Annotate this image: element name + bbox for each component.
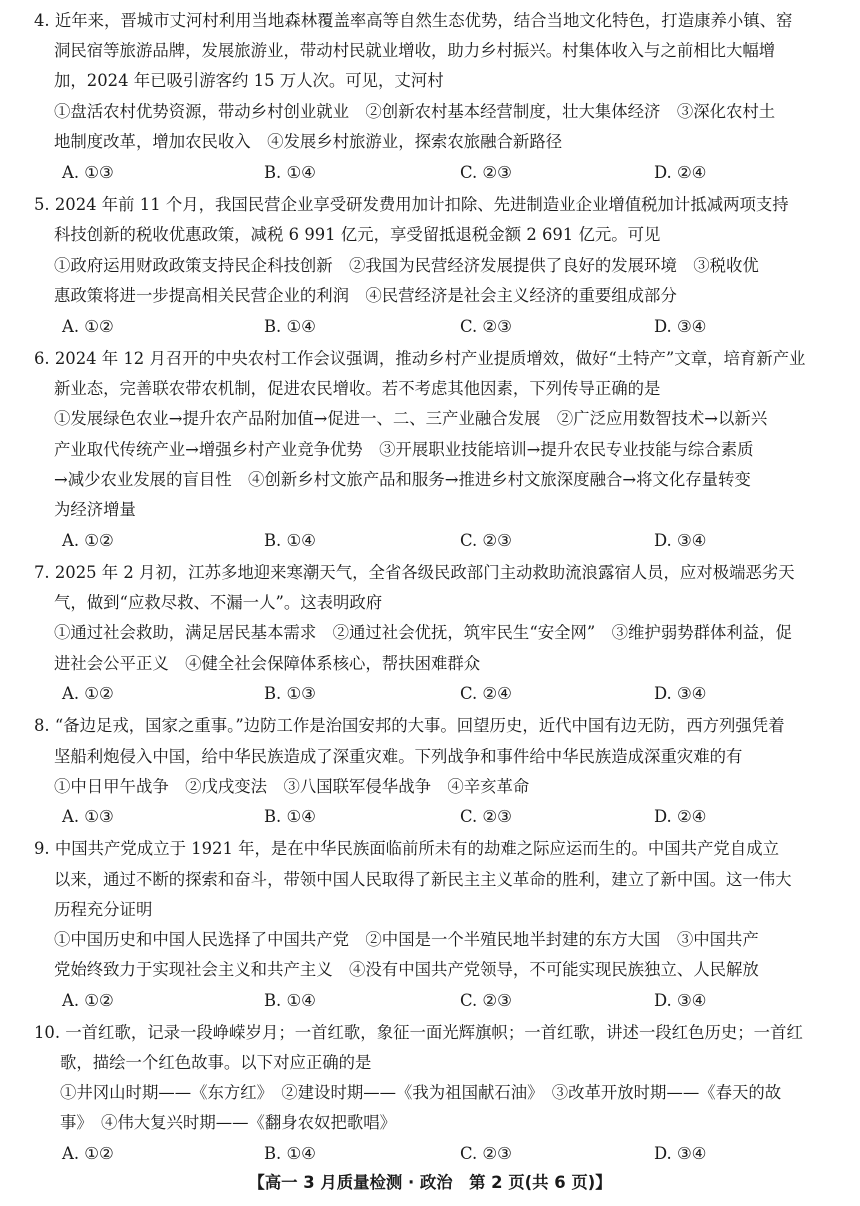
answer-option: A. ①③ <box>62 163 114 182</box>
answer-option: A. ①② <box>62 317 114 336</box>
answer-option: B. ①④ <box>264 531 316 550</box>
question-text-line: 以来，通过不断的探索和奋斗，带领中国人民取得了新民主主义革命的胜利，建立了新中国。这一伟大 <box>54 870 792 889</box>
question-text-line: 科技创新的税收优惠政策，减税 6 991 亿元，享受留抵退税金额 2 691 亿元。可见 <box>54 225 661 244</box>
question-text-line: ①井冈山时期——《东方红》 ②建设时期——《我为祖国献石油》 ③改革开放时期——《春天的故 <box>60 1083 782 1102</box>
question-text-line: ①发展绿色农业→提升农产品附加值→促进一、二、三产业融合发展 ②广泛应用数智技术→以新兴 <box>54 409 768 428</box>
question-text-line: ①政府运用财政政策支持民企科技创新 ②我国为民营经济发展提供了良好的发展环境 ③税收优 <box>54 256 759 275</box>
answer-option: C. ②③ <box>460 807 512 826</box>
answer-option: B. ①④ <box>264 991 316 1010</box>
question-text-line: 地制度改革，增加农民收入 ④发展乡村旅游业，探索农旅融合新路径 <box>54 132 563 151</box>
question-text-line: ①中日甲午战争 ②戊戌变法 ③八国联军侵华战争 ④辛亥革命 <box>54 777 530 796</box>
question-text-line: 洞民宿等旅游品牌，发展旅游业，带动村民就业增收，助力乡村振兴。村集体收入与之前相比大幅增 <box>54 41 776 60</box>
answer-option: C. ②③ <box>460 531 512 550</box>
question-text-line: 惠政策将进一步提高相关民营企业的利润 ④民营经济是社会主义经济的重要组成部分 <box>54 286 677 305</box>
question-text-line: 气，做到“应救尽救、不漏一人”。这表明政府 <box>54 593 383 612</box>
question-stem: 4. 近年来，晋城市丈河村利用当地森林覆盖率高等自然生态优势，结合当地文化特色，打造康养小镇、窑 <box>34 11 793 30</box>
answer-option: A. ①② <box>62 1144 114 1163</box>
answer-option: C. ②③ <box>460 317 512 336</box>
question-text-line: 加，2024 年已吸引游客约 15 万人次。可见，丈河村 <box>54 71 444 90</box>
page-footer: 【高一 3 月质量检测 · 政治 第 2 页(共 6 页)】 <box>248 1173 612 1192</box>
question-text-line: 坚船利炮侵入中国，给中华民族造成了深重灾难。下列战争和事件给中华民族造成深重灾难的有 <box>54 747 743 766</box>
answer-option: D. ③④ <box>654 684 707 703</box>
answer-option: A. ①② <box>62 991 114 1010</box>
answer-option: A. ①② <box>62 684 114 703</box>
question-text-line: 为经济增量 <box>54 500 136 519</box>
answer-option: D. ③④ <box>654 1144 707 1163</box>
question-stem: 10. 一首红歌，记录一段峥嵘岁月；一首红歌，象征一面光辉旗帜；一首红歌，讲述一段红色历史；一首红 <box>34 1023 803 1042</box>
question-text-line: 新业态，完善联农带农机制，促进农民增收。若不考虑其他因素，下列传导正确的是 <box>54 379 661 398</box>
question-text-line: 事》 ④伟大复兴时期——《翻身农奴把歌唱》 <box>60 1113 397 1132</box>
question-text-line: 历程充分证明 <box>54 900 153 919</box>
question-text-line: 进社会公平正义 ④健全社会保障体系核心，帮扶困难群众 <box>54 654 481 673</box>
answer-option: C. ②③ <box>460 991 512 1010</box>
answer-option: D. ③④ <box>654 317 707 336</box>
question-text-line: 党始终致力于实现社会主义和共产主义 ④没有中国共产党领导，不可能实现民族独立、人民解放 <box>54 960 759 979</box>
answer-option: C. ②④ <box>460 684 512 703</box>
answer-option: B. ①④ <box>264 1144 316 1163</box>
answer-option: C. ②③ <box>460 163 512 182</box>
answer-option: D. ②④ <box>654 807 707 826</box>
question-stem: 5. 2024 年前 11 个月，我国民营企业享受研发费用加计扣除、先进制造业企业增值税加计抵减两项支持 <box>34 195 789 214</box>
answer-option: B. ①④ <box>264 163 316 182</box>
answer-option: C. ②③ <box>460 1144 512 1163</box>
answer-option: A. ①② <box>62 531 114 550</box>
question-text-line: 歌，描绘一个红色故事。以下对应正确的是 <box>60 1053 372 1072</box>
question-text-line: ①盘活农村优势资源，带动乡村创业就业 ②创新农村基本经营制度，壮大集体经济 ③深化农村土 <box>54 102 776 121</box>
question-text-line: 产业取代传统产业→增强乡村产业竞争优势 ③开展职业技能培训→提升农民专业技能与综合素质 <box>54 440 754 459</box>
answer-option: B. ①④ <box>264 317 316 336</box>
answer-option: B. ①③ <box>264 684 316 703</box>
answer-option: D. ③④ <box>654 991 707 1010</box>
question-stem: 8. “备边足戎，国家之重事。”边防工作是治国安邦的大事。回望历史，近代中国有边无防，西方列强凭着 <box>34 716 785 735</box>
question-text-line: ①中国历史和中国人民选择了中国共产党 ②中国是一个半殖民地半封建的东方大国 ③中国共产 <box>54 930 759 949</box>
answer-option: D. ③④ <box>654 531 707 550</box>
question-stem: 9. 中国共产党成立于 1921 年，是在中华民族面临前所未有的劫难之际应运而生的。中国共产党自成立 <box>34 839 779 858</box>
question-text-line: →减少农业发展的盲目性 ④创新乡村文旅产品和服务→推进乡村文旅深度融合→将文化存量转变 <box>54 470 751 489</box>
answer-option: B. ①④ <box>264 807 316 826</box>
question-stem: 7. 2025 年 2 月初，江苏多地迎来寒潮天气，全省各级民政部门主动救助流浪露宿人员，应对极端恶劣天 <box>34 563 795 582</box>
answer-option: A. ①③ <box>62 807 114 826</box>
answer-option: D. ②④ <box>654 163 707 182</box>
question-stem: 6. 2024 年 12 月召开的中央农村工作会议强调，推动乡村产业提质增效，做好“土特产”文章，培育新产业 <box>34 349 806 368</box>
question-text-line: ①通过社会救助，满足居民基本需求 ②通过社会优抚，筑牢民生“安全网” ③维护弱势群体利益，促 <box>54 623 792 642</box>
